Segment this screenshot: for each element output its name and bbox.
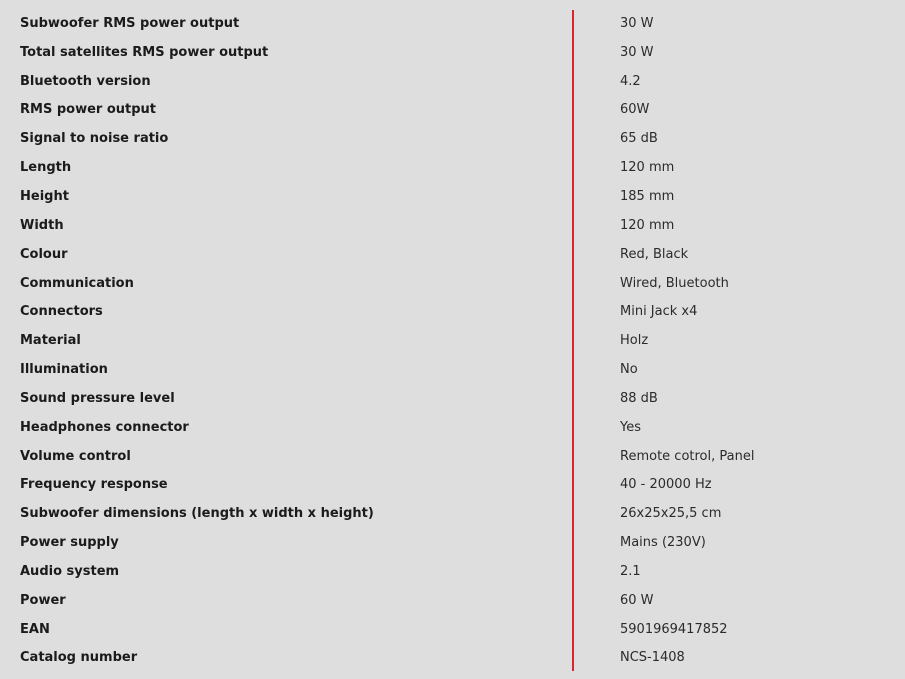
spec-row (0, 9, 905, 38)
spec-row (0, 38, 905, 67)
spec-label: Connectors (20, 304, 103, 320)
spec-label: Headphones connector (20, 419, 189, 435)
spec-label: Catalog number (20, 650, 138, 666)
spec-row (0, 586, 905, 615)
spec-row (0, 384, 905, 413)
spec-label: Material (20, 333, 81, 349)
spec-label: Power supply (20, 535, 119, 551)
spec-label: Length (20, 160, 72, 176)
spec-row (0, 326, 905, 355)
spec-value: 120 mm (620, 160, 675, 176)
column-divider (572, 10, 574, 671)
spec-label: Sound pressure level (20, 390, 175, 406)
spec-value: Mini Jack x4 (620, 304, 698, 320)
spec-value: 60 W (620, 592, 654, 608)
spec-row (0, 644, 905, 673)
spec-row (0, 96, 905, 125)
spec-row (0, 67, 905, 96)
spec-value: 185 mm (620, 188, 675, 204)
spec-row (0, 355, 905, 384)
spec-row (0, 528, 905, 557)
spec-row (0, 211, 905, 240)
spec-value: 60W (620, 102, 650, 118)
spec-label: Signal to noise ratio (20, 131, 169, 147)
spec-label: Frequency response (20, 477, 168, 493)
spec-label: EAN (20, 621, 50, 637)
spec-row (0, 240, 905, 269)
spec-label: Bluetooth version (20, 73, 151, 89)
spec-value: 4.2 (620, 73, 641, 89)
spec-label: Width (20, 217, 64, 233)
spec-row (0, 297, 905, 326)
spec-row (0, 413, 905, 442)
spec-row (0, 269, 905, 298)
spec-label: Colour (20, 246, 68, 262)
spec-label: Subwoofer RMS power output (20, 15, 240, 31)
spec-value: 5901969417852 (620, 621, 728, 637)
spec-row (0, 615, 905, 644)
spec-row (0, 442, 905, 471)
spec-value: 30 W (620, 15, 654, 31)
spec-row (0, 124, 905, 153)
spec-label: Communication (20, 275, 134, 291)
spec-value: Mains (230V) (620, 535, 706, 551)
spec-value: Remote cotrol, Panel (620, 448, 755, 464)
spec-value: Wired, Bluetooth (620, 275, 729, 291)
spec-row (0, 557, 905, 586)
spec-row (0, 499, 905, 528)
spec-label: RMS power output (20, 102, 157, 118)
spec-value: Red, Black (620, 246, 689, 262)
spec-row (0, 182, 905, 211)
spec-value: No (620, 362, 638, 378)
spec-value: 120 mm (620, 217, 675, 233)
spec-label: Power (20, 592, 66, 608)
spec-value: NCS-1408 (620, 650, 685, 666)
spec-label: Illumination (20, 362, 108, 378)
spec-value: 30 W (620, 44, 654, 60)
spec-label: Height (20, 188, 69, 204)
spec-value: Yes (620, 419, 641, 435)
spec-label: Subwoofer dimensions (length x width x height) (20, 506, 374, 522)
spec-value: 65 dB (620, 131, 658, 147)
spec-row (0, 153, 905, 182)
spec-value: Holz (620, 333, 649, 349)
spec-row (0, 471, 905, 500)
spec-value: 40 - 20000 Hz (620, 477, 712, 493)
spec-label: Audio system (20, 563, 120, 579)
spec-value: 88 dB (620, 390, 658, 406)
spec-value: 2.1 (620, 563, 641, 579)
spec-label: Total satellites RMS power output (20, 44, 269, 60)
spec-value: 26x25x25,5 cm (620, 506, 722, 522)
spec-label: Volume control (20, 448, 131, 464)
